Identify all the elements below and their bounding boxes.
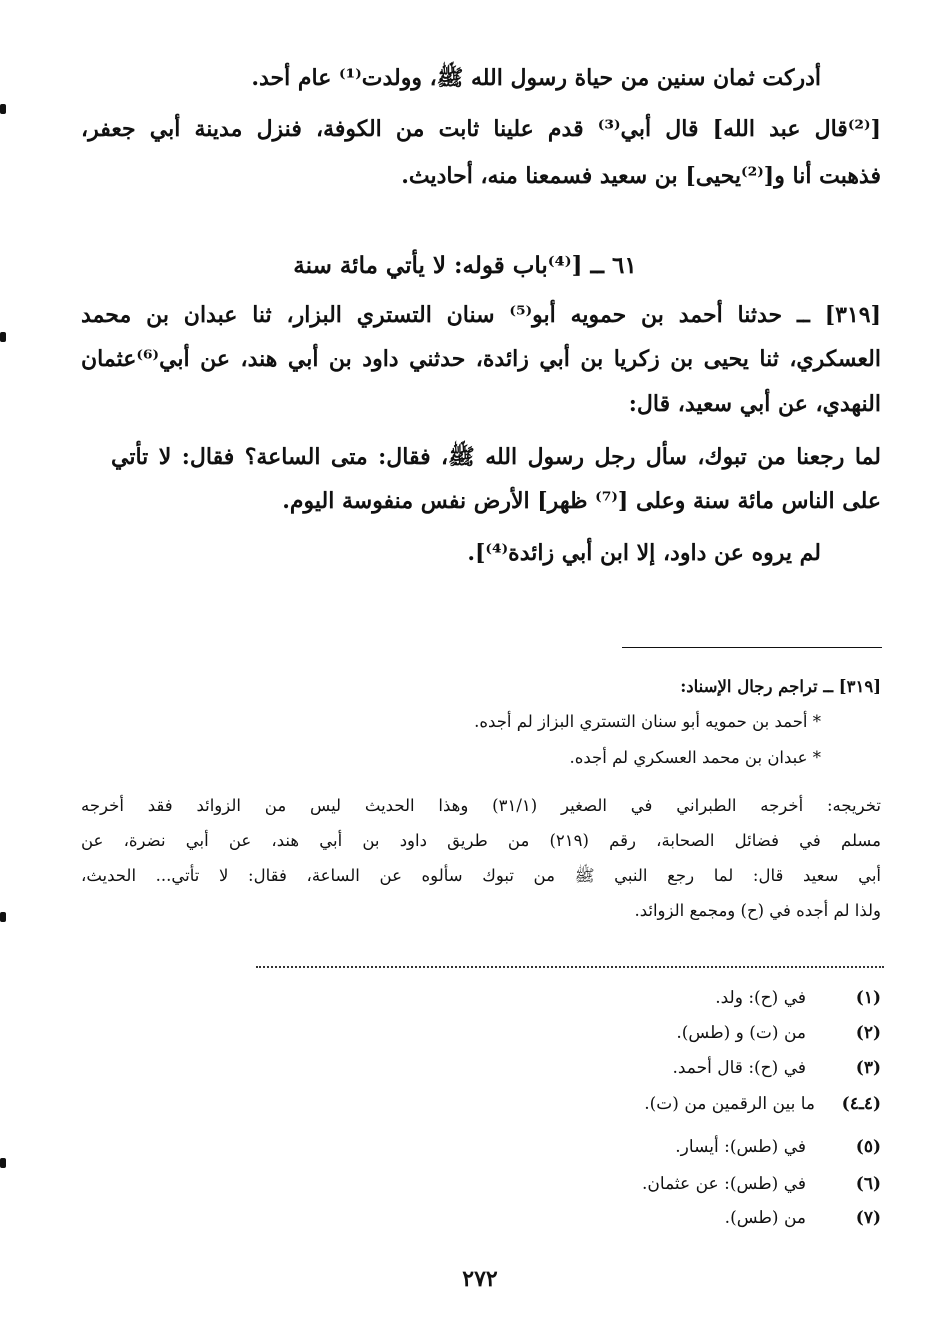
- matn-line: لما رجعنا من تبوك، سأل رجل رسول الله ﷺ، فقال: متى الساعة؟ فقال: لا تأتي: [111, 444, 881, 470]
- footnote-number: (٧): [855, 1208, 881, 1228]
- edge-mark: [0, 912, 6, 922]
- footnote-number: (١): [855, 988, 881, 1008]
- footnote-text: في (طس): أيسار.: [675, 1137, 806, 1157]
- footnote-number: (٣): [855, 1058, 881, 1078]
- isnad-line: النهدي، عن أبي سعيد، قال:: [628, 391, 881, 417]
- takhrij-line: ولذا لم أجده في (ح) ومجمع الزوائد.: [634, 901, 881, 920]
- commentary-title: [٣١٩] ــ تراجم رجال الإسناد:: [680, 677, 881, 696]
- edge-mark: [0, 332, 6, 342]
- footnote-number: (٦): [855, 1174, 881, 1194]
- isnad-line: العسكري، ثنا يحيى بن زكريا بن أبي زائدة، حدثني داود بن أبي هند، عن أبي⁽⁶⁾عثمان: [81, 346, 881, 372]
- footnotes-separator: [256, 966, 884, 968]
- footnote-number: (٤ـ٤): [841, 1094, 881, 1114]
- footnote-text: من (ت) و (طس).: [676, 1023, 806, 1043]
- takhrij-line: أبي سعيد قال: لما رجع النبي ﷺ من تبوك سألوه عن الساعة، فقال: لا تأتي... الحديث،: [81, 866, 881, 885]
- closing-line: لم يروه عن داود، إلا ابن أبي زائدة⁽⁴⁾].: [467, 540, 821, 566]
- footnote-text: ما بين الرقمين من (ت).: [644, 1094, 815, 1114]
- edge-mark: [0, 1158, 6, 1168]
- para-line: فذهبت أنا و[⁽²⁾يحيى] بن سعيد فسمعنا منه، أحاديث.: [401, 163, 881, 189]
- main-line-1: أدركت ثمان سنين من حياة رسول الله ﷺ، وولدت⁽¹⁾ عام أحد.: [251, 65, 821, 91]
- para-line: [⁽²⁾قال عبد الله] قال أبي⁽³⁾ قدم علينا ثابت من الكوفة، فنزل مدينة أبي جعفر،: [81, 116, 881, 142]
- page-number: ٢٧٢: [462, 1266, 498, 1292]
- footnote-separator: [622, 647, 882, 648]
- footnote-number: (٢): [855, 1023, 881, 1043]
- footnote-text: في (ح): ولد.: [715, 988, 806, 1008]
- takhrij-line: تخريجه: أخرجه الطبراني في الصغير (٣١/١) وهذا الحديث ليس من الزوائد فقد أخرجه: [81, 796, 881, 815]
- matn-line: على الناس مائة سنة وعلى [⁽⁷⁾ ظهر] الأرض نفس منفوسة اليوم.: [282, 488, 881, 514]
- footnote-text: في (ح): قال أحمد.: [672, 1058, 806, 1078]
- chapter-heading: ٦١ ــ [⁽⁴⁾باب قوله: لا يأتي مائة سنة: [293, 252, 637, 279]
- takhrij-line: مسلم في فضائل الصحابة، رقم (٢١٩) من طريق داود بن أبي هند، عن أبي نضرة، عن: [81, 831, 881, 850]
- commentary-bullet: * أحمد بن حمويه أبو سنان التستري البزاز لم أجده.: [474, 712, 821, 731]
- isnad-line: [٣١٩] ــ حدثنا أحمد بن حمويه أبو⁽⁵⁾ سنان التستري البزار، ثنا عبدان بن محمد: [81, 302, 881, 328]
- commentary-bullet: * عبدان بن محمد العسكري لم أجده.: [569, 748, 821, 767]
- footnote-text: من (طس).: [724, 1208, 806, 1228]
- footnote-number: (٥): [855, 1137, 881, 1157]
- edge-mark: [0, 104, 6, 114]
- footnote-text: في (طس): عن عثمان.: [642, 1174, 806, 1194]
